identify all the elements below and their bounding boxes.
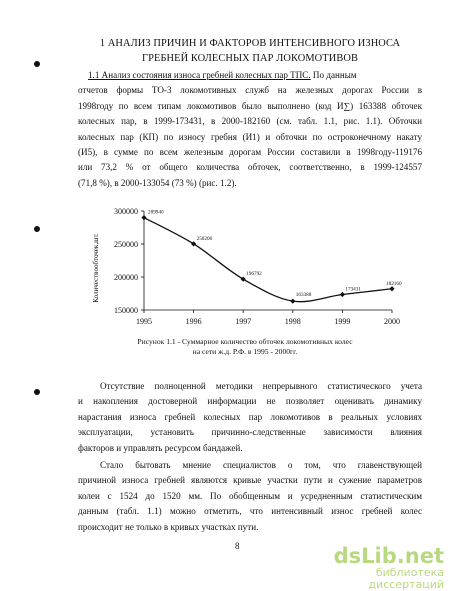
caption-line-1: Рисунок 1.1 - Суммарное количество обточек локомотивных колес <box>137 337 353 346</box>
data-point <box>340 292 345 297</box>
x-tick-label: 1997 <box>235 317 252 326</box>
para1-line-8: (71,8 %), в 2000-133054 (73 %) (рис. 1.2). <box>78 177 237 188</box>
para3-line-1: Стало бытовать мнение специалистов о том, что главенствующей <box>100 460 422 470</box>
margin-dot-2 <box>34 226 40 232</box>
y-tick-label: 300000 <box>114 207 138 216</box>
x-ticks <box>136 310 400 326</box>
paragraph-1 <box>78 68 422 191</box>
x-tick-label: 1998 <box>284 317 301 326</box>
para1-line-3: 1998году по всем типам локомотивов было выполнено (код И∑) 163388 обточек <box>78 100 422 111</box>
x-tick-label: 2000 <box>384 317 400 326</box>
x-tick-label: 1999 <box>334 317 351 326</box>
para3-line-3: колеи с 1524 до 1520 мм. По обобщенным и усредненным статистическим <box>78 490 422 501</box>
data-label: 182160 <box>386 280 402 287</box>
para1-line-7: или 73,2 % от общего количества обточек, соответственно, в 1999-124557 <box>78 162 422 173</box>
data-label: 173431 <box>345 286 361 293</box>
data-label: 196792 <box>246 271 262 278</box>
para2-line-2: и накопления достоверной информации не позволяет оценивать динамику <box>78 396 422 407</box>
heading-line-1: 1 АНАЛИЗ ПРИЧИН И ФАКТОРОВ ИНТЕНСИВНОГО ИЗНОСА <box>99 38 401 49</box>
page-number: 8 <box>235 541 240 551</box>
para1-line-6: (И5), в сумме по всем железным дорогам России составили в 1998году-119176 <box>78 147 422 158</box>
chart-axes <box>144 211 392 310</box>
watermark-subtitle: библиотека диссертаций <box>368 566 444 591</box>
data-point <box>141 215 146 220</box>
para1-line-4: колесных пар, в 1999-173431, в 2000-182160 (см. табл. 1.1, рис. 1.1). Обточки <box>78 116 422 127</box>
para2-line-1: Отсутствие полноценной методики непрерывного статистического учета <box>100 381 422 391</box>
paragraph-3 <box>78 458 422 535</box>
paragraph-2 <box>78 379 422 456</box>
y-tick-label: 200000 <box>114 273 138 282</box>
para3-line-4: данным (табл. 1.1) можно отметить, что интенсивный износ гребней колес <box>78 506 422 517</box>
figure-caption <box>95 337 395 357</box>
data-point <box>389 286 394 291</box>
subsection-title: 1.1 Анализ состояния износа гребней колесных пар ТПС. <box>88 70 311 80</box>
data-label: 289940 <box>148 209 164 216</box>
data-point <box>290 299 295 304</box>
para3-line-5: происходит не только в кривых участках пути. <box>78 521 259 532</box>
section-heading <box>70 36 430 66</box>
para2-line-4: эксплуатации, установить причинно-следственные зависимости влияния <box>78 427 422 438</box>
line-chart <box>88 206 408 334</box>
data-labels <box>148 210 402 299</box>
data-label: 250206 <box>196 235 213 242</box>
para2-line-5: факторов и управлять ресурсом бандажей. <box>78 442 243 453</box>
y-tick-label: 150000 <box>114 306 138 315</box>
margin-dot-3 <box>34 389 40 395</box>
watermark <box>304 545 444 591</box>
para1-line-1 <box>78 68 422 83</box>
heading-line-2: ГРЕБНЕЙ КОЛЕСНЫХ ПАР ЛОКОМОТИВОВ <box>142 53 358 64</box>
y-axis-label: Количествообточек,шт. <box>92 233 100 303</box>
para3-line-2: причиной износа гребней являются кривые участки пути и сужение параметров <box>78 475 422 486</box>
margin-dot-1 <box>34 61 40 67</box>
y-ticks <box>114 207 144 315</box>
para2-line-3: нарастания износа гребней колесных пар локомотивов в реальных условиях <box>78 411 422 422</box>
x-tick-label: 1996 <box>185 317 202 326</box>
y-tick-label: 250000 <box>114 240 138 249</box>
x-tick-label: 1995 <box>136 317 152 326</box>
para1-line-2: отчетов формы ТО-3 локомотивных служб на железных дорогах России в <box>78 85 422 96</box>
caption-line-2: на сети ж.д. Р.Ф. в 1995 - 2000гг. <box>192 347 298 356</box>
watermark-logo: dsLib.net <box>333 544 444 568</box>
para1-line-1-rest: По данным <box>310 70 357 80</box>
para1-line-5: колесных пар (КП) по износу гребня (И1) и обточки по остроконечному накату <box>78 131 422 142</box>
data-label: 163388 <box>295 292 312 299</box>
